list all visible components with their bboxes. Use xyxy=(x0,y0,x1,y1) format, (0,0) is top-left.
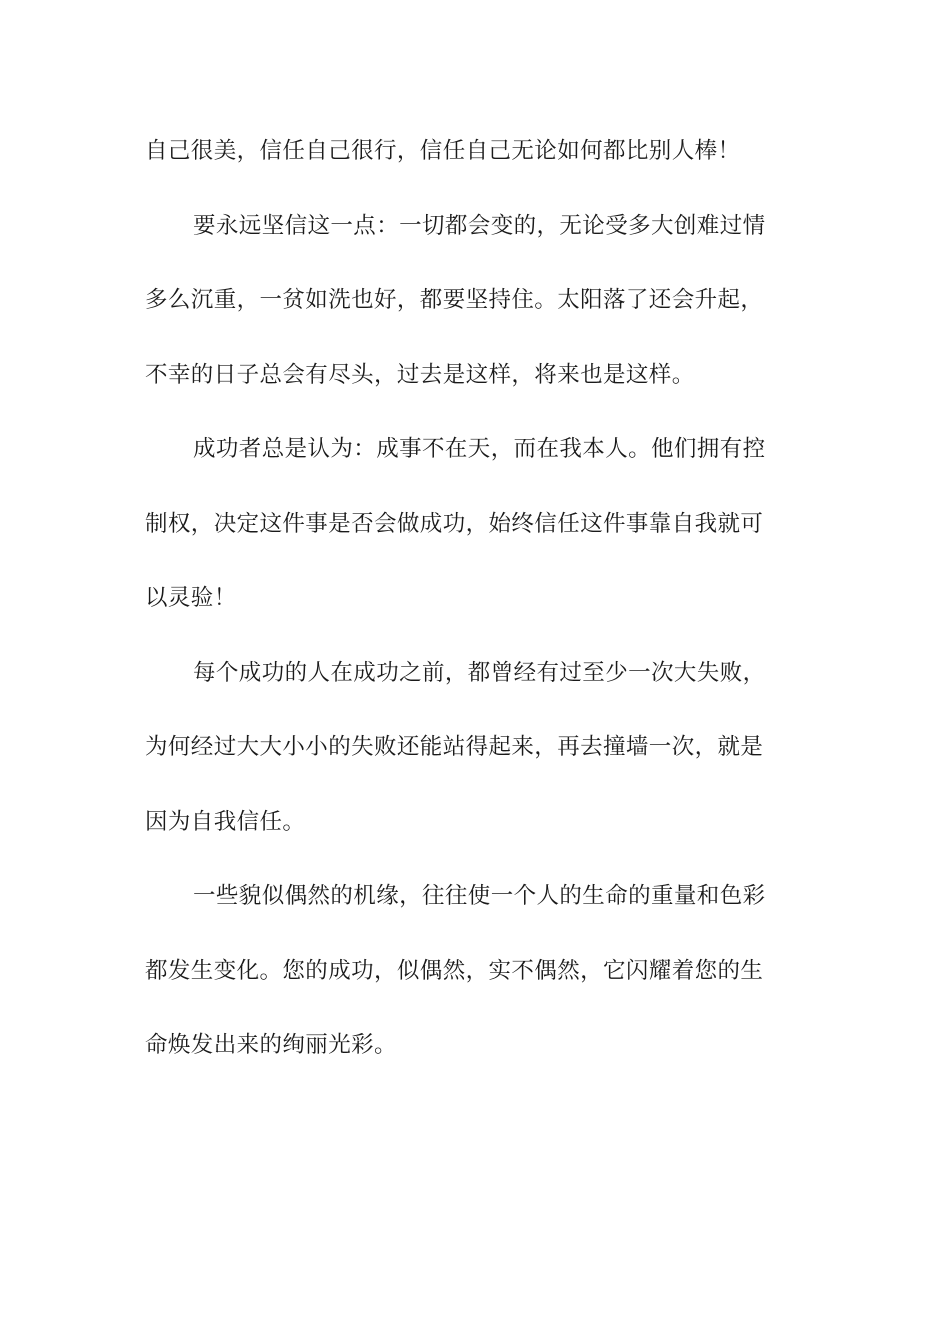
text-line: 制权，决定这件事是否会做成功，始终信任这件事靠自我就可 xyxy=(145,510,764,537)
text-line: 因为自我信任。 xyxy=(145,808,306,835)
text-line: 一些貌似偶然的机缘，往往使一个人的生命的重量和色彩 xyxy=(193,883,766,909)
text-line: 为何经过大大小小的失败还能站得起来，再去撞墙一次，就是 xyxy=(145,734,764,760)
text-line: 都发生变化。您的成功，似偶然，实不偶然，它闪耀着您的生 xyxy=(145,957,764,984)
text-line: 每个成功的人在成功之前，都曾经有过至少一次大失败， xyxy=(193,659,766,686)
text-line: 以灵验！ xyxy=(145,585,237,611)
text-line: 多么沉重，一贫如洗也好，都要坚持住。太阳落了还会升起， xyxy=(145,287,764,313)
document-body xyxy=(145,128,805,1097)
text-line: 不幸的日子总会有尽头，过去是这样，将来也是这样。 xyxy=(145,361,695,388)
text-line: 要永远坚信这一点：一切都会变的，无论受多大创难过情 xyxy=(193,212,766,239)
text-line: 自己很美，信任自己很行，信任自己无论如何都比别人棒！ xyxy=(145,138,741,164)
text-line: 命焕发出来的绚丽光彩。 xyxy=(145,1032,397,1058)
text-line: 成功者总是认为：成事不在天，而在我本人。他们拥有控 xyxy=(193,436,766,462)
